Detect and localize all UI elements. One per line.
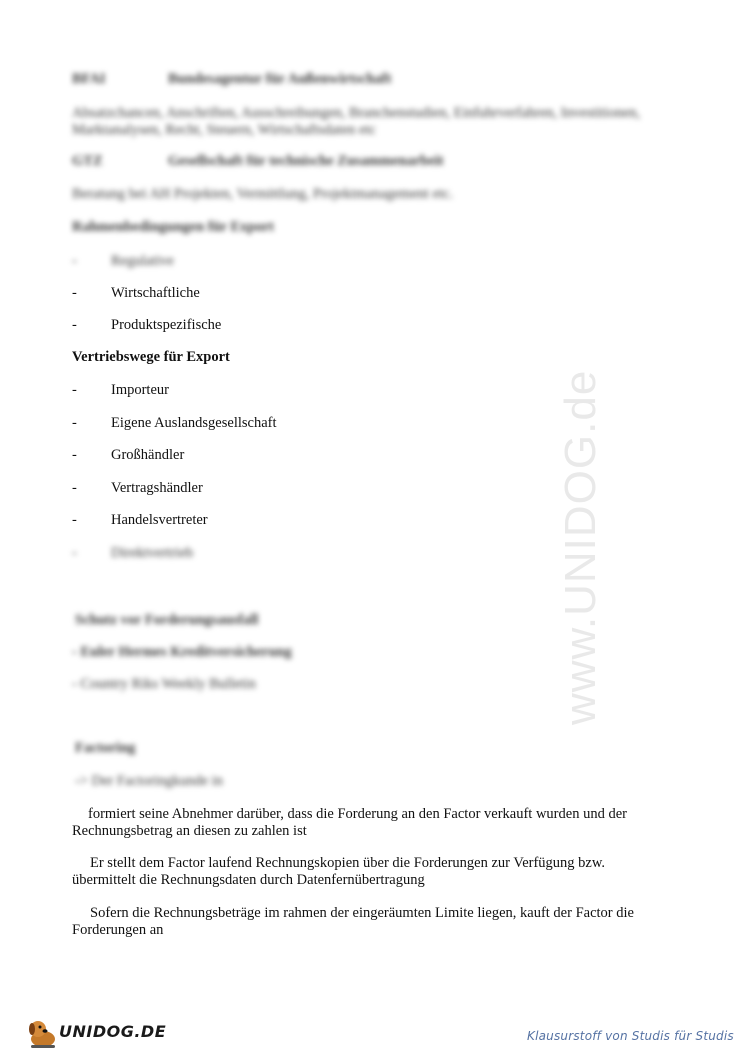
section-heading: Rahmenbedingungen für Export [72,219,274,235]
bullet-dash: - [72,253,77,269]
list-item: Produktspezifische [111,317,222,333]
bullet-dash: - [72,382,77,398]
bullet-dash: - [72,415,77,431]
list-item: Großhändler [111,447,185,463]
bullet-dash: - [72,545,77,561]
intro-line: -> Der Factoringkunde in [75,773,223,789]
org-name: Gesellschaft für technische Zusammenarbeit [168,153,444,169]
bullet-dash: - [72,285,77,301]
list-item: - Euler Hermes Kreditversicherung [72,644,292,660]
org-description: Beratung bei AH Projekten, Vermittlung, Projektmanagement etc. [72,186,454,202]
section-heading: Vertriebswege für Export [72,349,230,365]
list-item: Eigene Auslandsgesellschaft [111,415,277,431]
dog-mascot-icon [26,1017,60,1049]
footer-tagline: Klausurstoff von Studis für Studis [527,1029,734,1043]
list-item: Wirtschaftliche [111,285,200,301]
bullet-dash: - [72,512,77,528]
bullet-dash: - [72,480,77,496]
list-item: Importeur [111,382,169,398]
list-item: Vertragshändler [111,480,203,496]
org-abbr: GTZ [72,153,103,169]
paragraph: Er stellt dem Factor laufend Rechnungskopien über die Forderungen zur Verfügung bzw. übermittelt die Rechnungsdaten durch Datenfernübertragung [72,855,606,888]
org-abbr: BFAI [72,71,106,87]
paragraph: Sofern die Rechnungsbeträge im rahmen der eingeräumten Limite liegen, kauft der Factor die Forderungen an [72,905,634,938]
section-heading: Factoring [75,740,136,756]
list-item: Handelsvertreter [111,512,208,528]
bullet-dash: - [72,317,77,333]
list-item: Direktvertrieb [111,545,194,561]
org-description: Absatzchancen, Anschriften, Ausschreibungen, Branchenstudien, Einfuhrverfahren, Investitionen, Marktanalysen, Recht, Steuern, Wirtschaftsdaten etc [72,105,641,138]
org-name: Bundesagentur für Außenwirtschaft [168,71,392,87]
list-item: Regulative [111,253,174,269]
paragraph: formiert seine Abnehmer darüber, dass die Forderung an den Factor verkauft wurden und der Rechnungsbetrag an diesen zu zahlen ist [72,806,627,839]
bullet-dash: - [72,447,77,463]
logo-wordmark: UNIDOG.DE [59,1022,167,1041]
list-item: - Country Riks Weekly Bulletin [72,676,256,692]
watermark-text: www.UNIDOG.de [556,369,605,725]
section-heading: Schutz vor Forderungsausfall [75,612,259,628]
unidog-logo[interactable] [26,1017,167,1049]
